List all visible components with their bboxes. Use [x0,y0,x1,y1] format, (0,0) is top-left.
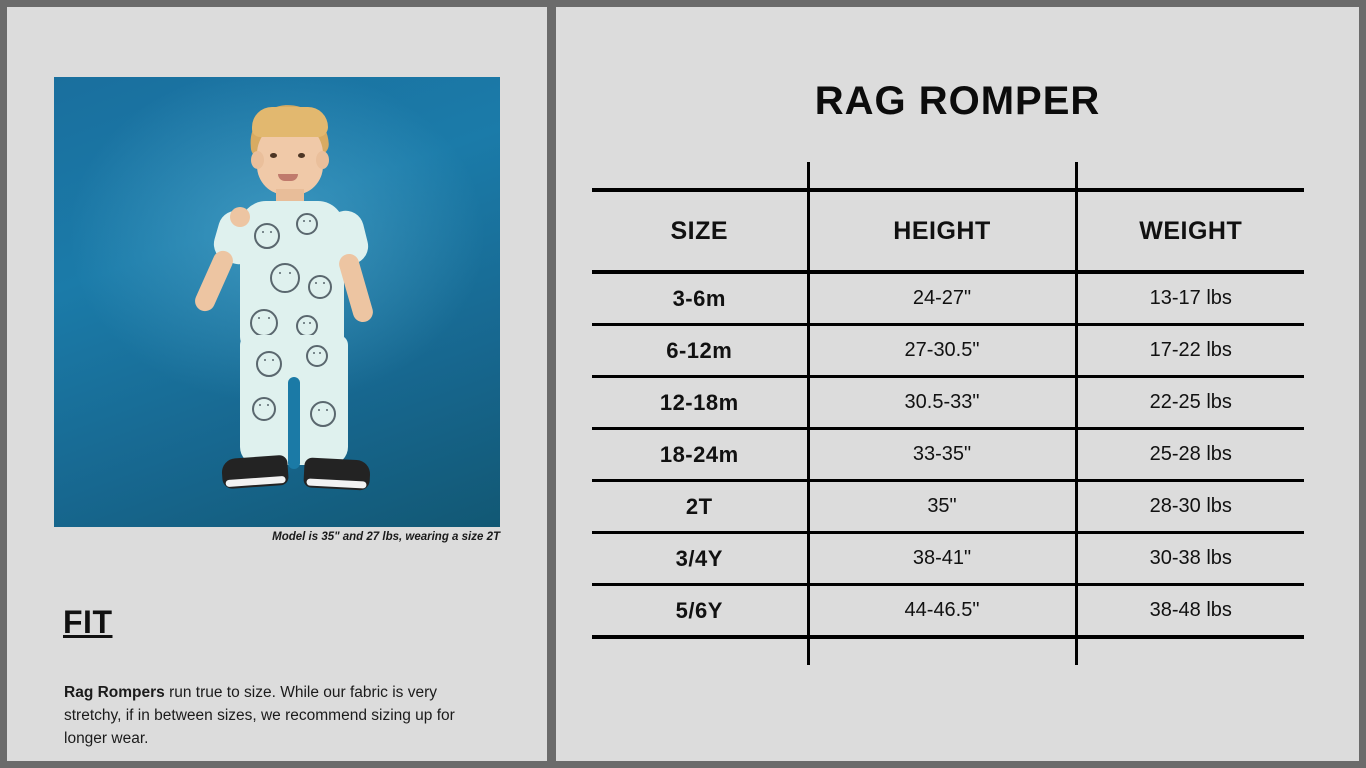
cell-weight: 25-28 lbs [1076,429,1304,481]
cell-height: 33-35" [808,429,1076,481]
cell-size: 3/4Y [592,533,808,585]
shoe-right-shape [303,457,370,490]
cell-height: 24-27" [808,272,1076,325]
cell-height: 38-41" [808,533,1076,585]
cell-size: 18-24m [592,429,808,481]
shoe-left-shape [221,455,289,490]
cell-height: 44-46.5" [808,585,1076,638]
fringe-shape [252,107,328,137]
child-figure [54,77,500,527]
stub-cell [592,637,808,665]
fit-heading: FIT [63,604,113,640]
table-row [592,325,1304,377]
table-bottom-stub-row [592,637,1304,665]
eye-right-shape [298,153,305,158]
column-header-size: SIZE [592,190,808,272]
table-row [592,481,1304,533]
arm-left-shape [192,248,236,315]
smiley-face-icon [306,345,328,367]
fit-description-text: run true to size. While our fabric is very stretchy, if in between sizes, we recommend sizing up for longer wear. [64,683,455,747]
smiley-face-icon [270,263,300,293]
ear-left-shape [251,151,264,169]
fit-description [64,681,496,751]
cell-weight: 22-25 lbs [1076,377,1304,429]
column-header-height: HEIGHT [808,190,1076,272]
cell-weight: 30-38 lbs [1076,533,1304,585]
table-row [592,429,1304,481]
stub-cell [1076,162,1304,190]
smiley-face-icon [252,397,276,421]
page-title: RAG ROMPER [814,79,1101,123]
table-row [592,585,1304,638]
model-caption: Model is 35" and 27 lbs, wearing a size 2T [272,531,500,543]
stub-cell [592,162,808,190]
cell-size: 12-18m [592,377,808,429]
smiley-face-icon [296,315,318,337]
size-chart-table [592,162,1304,665]
table-top-stub-row [592,162,1304,190]
cell-weight: 38-48 lbs [1076,585,1304,638]
fit-brand-name: Rag Rompers [64,683,165,701]
romper-top-shape [240,201,344,351]
smiley-face-icon [310,401,336,427]
smiley-face-icon [250,309,278,337]
table-row [592,533,1304,585]
stub-cell [808,637,1076,665]
stub-cell [1076,637,1304,665]
table-header-row [592,190,1304,272]
ear-right-shape [316,151,329,169]
cell-size: 3-6m [592,272,808,325]
smiley-face-icon [256,351,282,377]
cell-weight: 17-22 lbs [1076,325,1304,377]
cell-height: 27-30.5" [808,325,1076,377]
eye-left-shape [270,153,277,158]
leg-separation-shape [288,377,300,469]
model-photo [54,77,500,527]
column-header-weight: WEIGHT [1076,190,1304,272]
table-row [592,272,1304,325]
cell-height: 30.5-33" [808,377,1076,429]
table-row [592,377,1304,429]
cell-height: 35" [808,481,1076,533]
right-panel [556,7,1359,761]
smiley-face-icon [296,213,318,235]
smiley-face-icon [308,275,332,299]
smiley-face-icon [254,223,280,249]
size-chart-table-wrap [592,162,1304,665]
cell-weight: 13-17 lbs [1076,272,1304,325]
cell-size: 6-12m [592,325,808,377]
cell-weight: 28-30 lbs [1076,481,1304,533]
cell-size: 2T [592,481,808,533]
left-panel [7,7,547,761]
hand-left-shape [230,207,250,227]
cell-size: 5/6Y [592,585,808,638]
stub-cell [808,162,1076,190]
